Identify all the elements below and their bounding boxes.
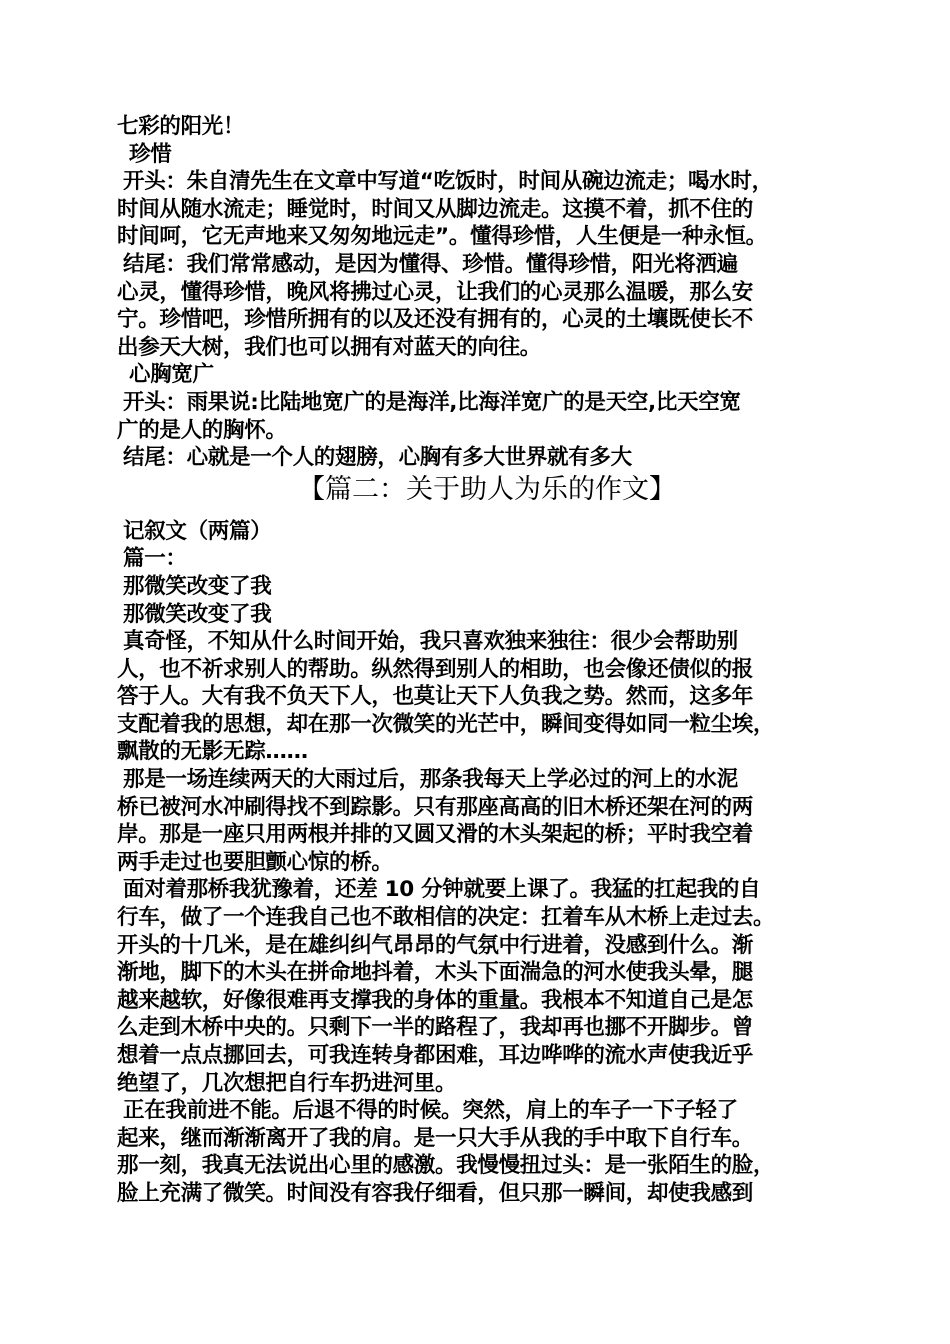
paragraph-line: 岸。那是一座只用两根并排的又圆又滑的木头架起的桥；平时我空着 [117, 822, 754, 848]
paragraph-line: 时间从随水流走；睡觉时，时间又从脚边流走。这摸不着，抓不住的 [117, 196, 754, 222]
paragraph-line: 出参天大树，我们也可以拥有对蓝天的向往。 [117, 334, 542, 360]
paragraph-line: 结尾：心就是一个人的翅膀，心胸有多大世界就有多大 [123, 445, 632, 471]
paragraph-line: 广的是人的胸怀。 [117, 417, 287, 443]
paragraph-line: 开头的十几米，是在雄纠纠气昂昂的气氛中行进着，没感到什么。渐 [117, 932, 754, 958]
paragraph-line: 面对着那桥我犹豫着，还差 10 分钟就要上课了。我猛的扛起我的自 [123, 877, 761, 903]
paragraph-line: 越来越软，好像很难再支撑我的身体的重量。我根本不知道自己是怎 [117, 987, 754, 1013]
subtitle-cherish: 珍惜 [129, 141, 172, 167]
paragraph-line: 结尾：我们常常感动，是因为懂得、珍惜。懂得珍惜，阳光将洒遍 [123, 251, 738, 277]
paragraph-line: 答于人。大有我不负天下人，也莫让天下人负我之势。然而，这多年 [117, 684, 754, 710]
paragraph-line: 开头：雨果说:比陆地宽广的是海洋,比海洋宽广的是天空,比天空宽 [123, 389, 741, 415]
paragraph-line: 那是一场连续两天的大雨过后，那条我每天上学必过的河上的水泥 [123, 767, 738, 793]
paragraph-line: 开头：朱自清先生在文章中写道“吃饭时，时间从碗边流走；喝水时， [123, 169, 773, 195]
chapter-heading: 【篇二：关于助人为乐的作文】 [298, 473, 676, 505]
essay-title: 那微笑改变了我 [123, 573, 272, 599]
paragraph-line: 么走到木桥中央的。只剩下一半的路程了，我却再也挪不开脚步。曾 [117, 1015, 754, 1041]
paragraph-line: 飘散的无影无踪…… [117, 739, 308, 765]
paragraph-line: 起来，继而渐渐离开了我的肩。是一只大手从我的手中取下自行车。 [117, 1125, 754, 1151]
paragraph-line: 真奇怪，不知从什么时间开始，我只喜欢独来独往：很少会帮助别 [123, 629, 738, 655]
part-label: 篇一： [123, 546, 187, 572]
paragraph-line: 人，也不祈求别人的帮助。纵然得到别人的相助，也会像还债似的报 [117, 656, 754, 682]
paragraph-line: 渐地，脚下的木头在拼命地抖着，木头下面湍急的河水使我头晕，腿 [117, 960, 754, 986]
paragraph-line: 时间呵，它无声地来又匆匆地远走”。懂得珍惜，人生便是一种永恒。 [117, 224, 767, 250]
paragraph-line: 行车，做了一个连我自己也不敢相信的决定：扛着车从木桥上走过去。 [117, 905, 775, 931]
section-title: 七彩的阳光！ [117, 114, 245, 139]
document-page [117, 113, 847, 1208]
paragraph-line: 支配着我的思想，却在那一次微笑的光芒中，瞬间变得如同一粒尘埃， [117, 711, 775, 737]
paragraph-line: 那一刻，我真无法说出心里的感激。我慢慢扭过头：是一张陌生的脸， [117, 1153, 775, 1179]
paragraph-line: 绝望了，几次想把自行车扔进河里。 [117, 1070, 457, 1096]
paragraph-line: 桥已被河水冲刷得找不到踪影。只有那座高高的旧木桥还架在河的两 [117, 794, 754, 820]
paragraph-line: 脸上充满了微笑。时间没有容我仔细看，但只那一瞬间，却使我感到 [117, 1180, 754, 1206]
essay-title-repeat: 那微笑改变了我 [123, 601, 272, 627]
paragraph-line: 想着一点点挪回去，可我连转身都困难，耳边哗哗的流水声使我近乎 [117, 1043, 754, 1068]
paragraph-line: 正在我前进不能。后退不得的时候。突然，肩上的车子一下子轻了 [123, 1098, 738, 1124]
paragraph-line: 两手走过也要胆颤心惊的桥。 [117, 849, 393, 875]
subtitle-broad-mind: 心胸宽广 [129, 362, 214, 388]
paragraph-line: 宁。珍惜吧，珍惜所拥有的以及还没有拥有的，心灵的土壤既使长不 [117, 307, 754, 333]
genre-label: 记叙文（两篇） [123, 518, 272, 544]
paragraph-line: 心灵，懂得珍惜，晚风将拂过心灵，让我们的心灵那么温暖，那么安 [117, 279, 754, 305]
